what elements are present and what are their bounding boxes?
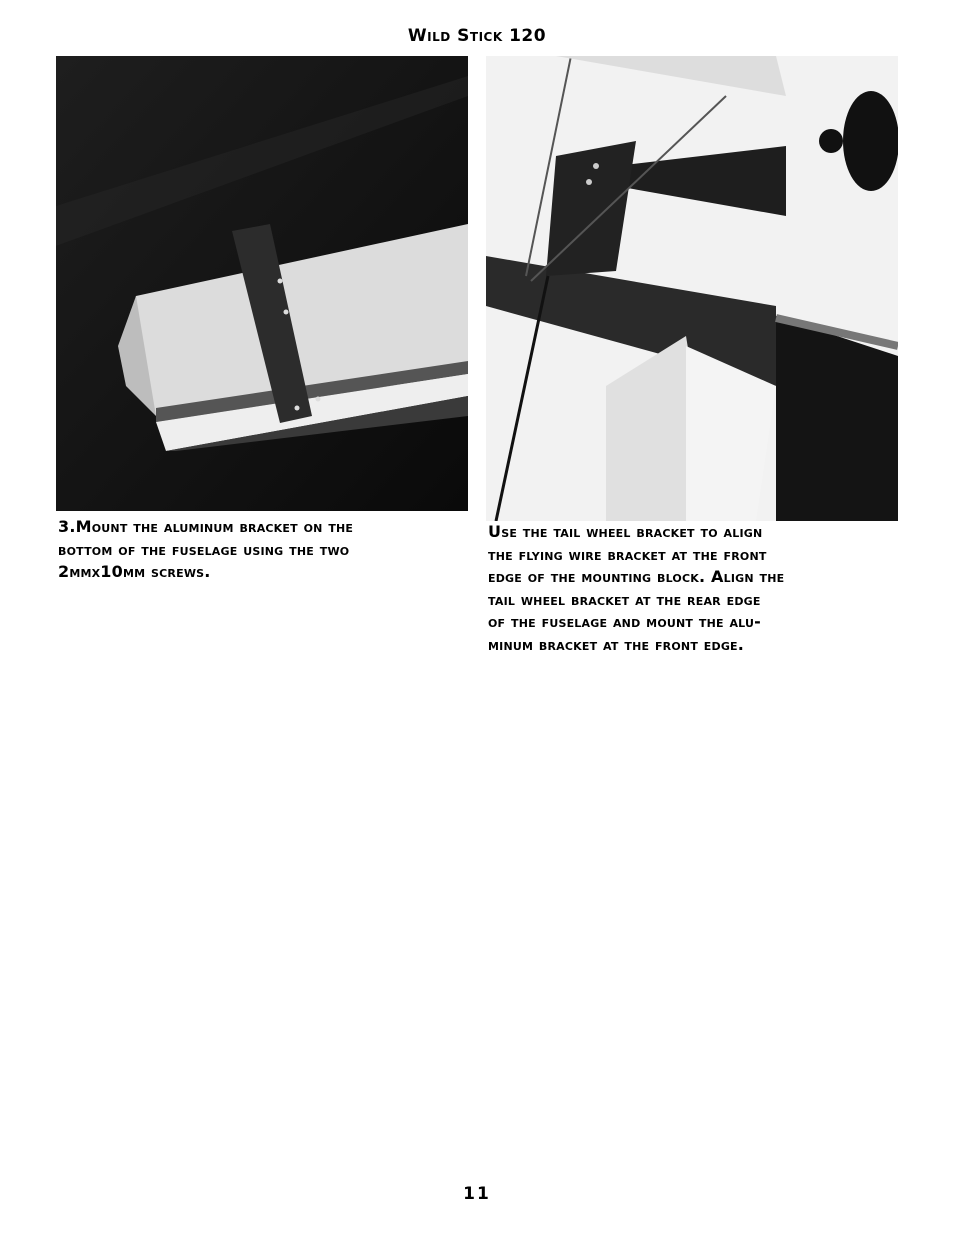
caption-line: edge of the mounting block. Align the [488,567,785,586]
caption-tail-wheel-bracket [488,521,900,656]
caption-line: minum bracket at the front edge. [488,634,745,654]
caption-line: tail wheel bracket at the rear edge [488,589,761,609]
fuselage-bracket-photo [56,56,468,511]
page-header-title: Wild Stick 120 [407,26,547,46]
caption-line: the flying wire bracket at the front [488,544,767,564]
tail-wheel-bracket-photo [486,56,898,521]
caption-line: bottom of the fuselage using the two [58,539,350,559]
page-number: 11 [463,1184,491,1204]
caption-line: 2mmx10mm screws. [58,562,211,581]
caption-mount-aluminum-bracket [58,516,470,584]
caption-line: Use the tail wheel bracket to align [488,522,763,541]
caption-line: 3.Mount the aluminum bracket on the [58,517,354,536]
caption-line: of the fuselage and mount the alu- [488,612,761,631]
